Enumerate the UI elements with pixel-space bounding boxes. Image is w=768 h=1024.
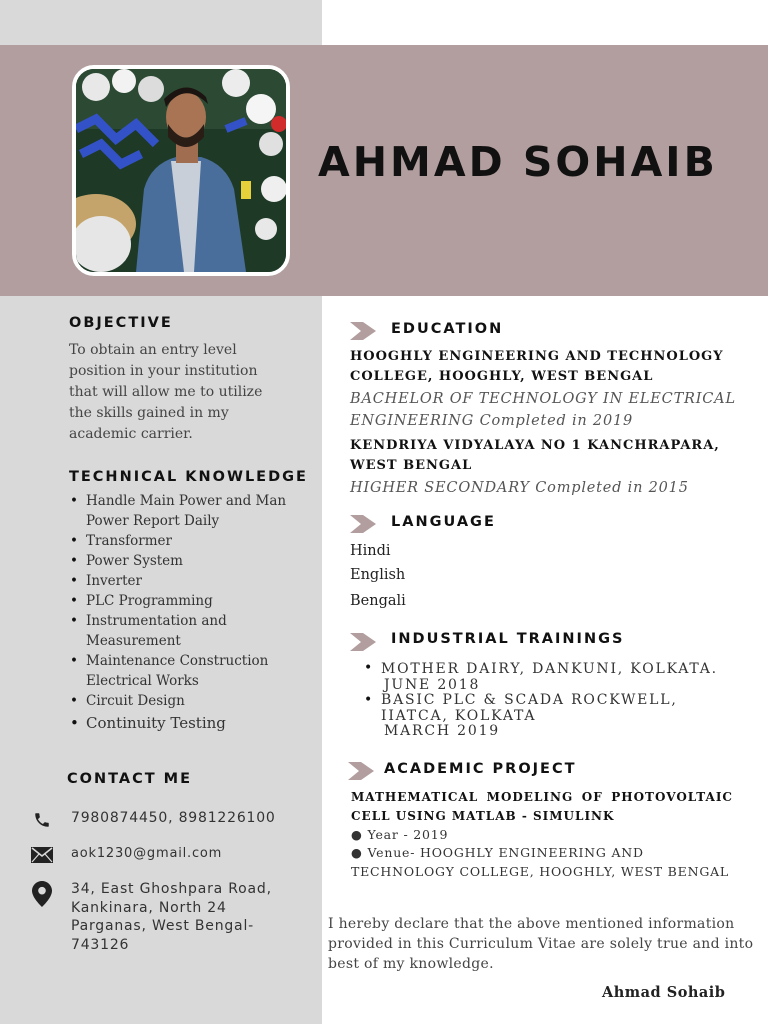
degree-name: BACHELOR OF TECHNOLOGY IN ELECTRICAL ENGINEERING: [350, 391, 736, 429]
degree-completed: Completed in 2015: [535, 480, 689, 496]
objective-text: To obtain an entry level position in your institution that will allow me to utilize the skills gained in my academic carrier.: [69, 342, 263, 442]
list-item: • Circuit Design: [86, 691, 318, 711]
technical-knowledge-heading: TECHNICAL KNOWLEDGE: [69, 469, 308, 485]
phone-icon: [30, 808, 54, 832]
list-item: • Transformer: [86, 531, 318, 551]
email-icon: [30, 843, 54, 867]
list-item: • Maintenance Construction Electrical Works: [86, 651, 318, 691]
training-date-1: JUNE 2018: [384, 677, 481, 693]
trainings-arrow-icon: [350, 633, 376, 651]
list-item: • Power System: [86, 551, 318, 571]
objective-heading: OBJECTIVE: [69, 315, 173, 331]
language-item: English: [350, 567, 406, 583]
list-item: • Continuity Testing: [86, 713, 318, 733]
education-institution-2: KENDRIYA VIDYALAYA NO 1 KANCHRAPARA, WEST BENGAL: [350, 438, 720, 473]
trainings-heading: INDUSTRIAL TRAININGS: [391, 631, 625, 647]
degree-name: HIGHER SECONDARY: [350, 480, 530, 496]
education-institution-1: HOOGHLY ENGINEERING AND TECHNOLOGY COLLEGE, HOOGHLY, WEST BENGAL: [350, 349, 724, 384]
education-degree-2: [350, 477, 750, 499]
training-name-2: BASIC PLC & SCADA ROCKWELL, IIATCA, KOLKATA: [381, 692, 678, 724]
phone-numbers[interactable]: 7980874450, 8981226100: [71, 810, 276, 826]
bullet-icon: •: [364, 692, 373, 708]
list-item: • Handle Main Power and Man Power Report Daily: [86, 491, 318, 531]
list-item: • Inverter: [86, 571, 318, 591]
signature-name: Ahmad Sohaib: [602, 984, 726, 1001]
training-date-2: MARCH 2019: [384, 723, 500, 739]
phone-row: [30, 808, 54, 832]
language-heading: LANGUAGE: [391, 514, 496, 530]
language-item: Hindi: [350, 543, 391, 559]
declaration-text: I hereby declare that the above mentioned information provided in this Curriculum Vitae are solely true and into best of my knowledge.: [328, 916, 754, 972]
degree-completed: Completed in 2019: [479, 413, 634, 429]
education-heading: EDUCATION: [391, 321, 504, 337]
academic-project-heading: ACADEMIC PROJECT: [384, 761, 577, 777]
profile-photo: [72, 65, 290, 276]
training-name-1: MOTHER DAIRY, DANKUNI, KOLKATA.: [381, 661, 718, 677]
project-year: ● Year - 2019: [351, 827, 449, 842]
candidate-name: AHMAD SOHAIB: [318, 138, 718, 186]
email-row: [30, 843, 54, 867]
project-name: MATHEMATICAL MODELING OF PHOTOVOLTAIC CELL USING MATLAB - SIMULINK: [351, 790, 733, 823]
education-degree-1: [350, 388, 750, 432]
language-item: Bengali: [350, 593, 406, 609]
location-pin-icon: [30, 880, 54, 908]
technical-knowledge-list: [86, 491, 318, 733]
list-item: • PLC Programming: [86, 591, 318, 611]
bullet-icon: •: [364, 660, 373, 676]
project-arrow-icon: [348, 762, 374, 780]
language-arrow-icon: [350, 515, 376, 533]
contact-heading: CONTACT ME: [67, 771, 193, 787]
list-item: • Instrumentation and Measurement: [86, 611, 318, 651]
project-venue: ● Venue- HOOGHLY ENGINEERING AND TECHNOLOGY COLLEGE, HOOGHLY, WEST BENGAL: [351, 845, 730, 879]
email-address[interactable]: aok1230@gmail.com: [71, 846, 223, 861]
address-row: [30, 880, 54, 908]
education-arrow-icon: [350, 322, 376, 340]
postal-address: 34, East Ghoshpara Road, Kankinara, North 24 Parganas, West Bengal-743126: [71, 881, 272, 953]
